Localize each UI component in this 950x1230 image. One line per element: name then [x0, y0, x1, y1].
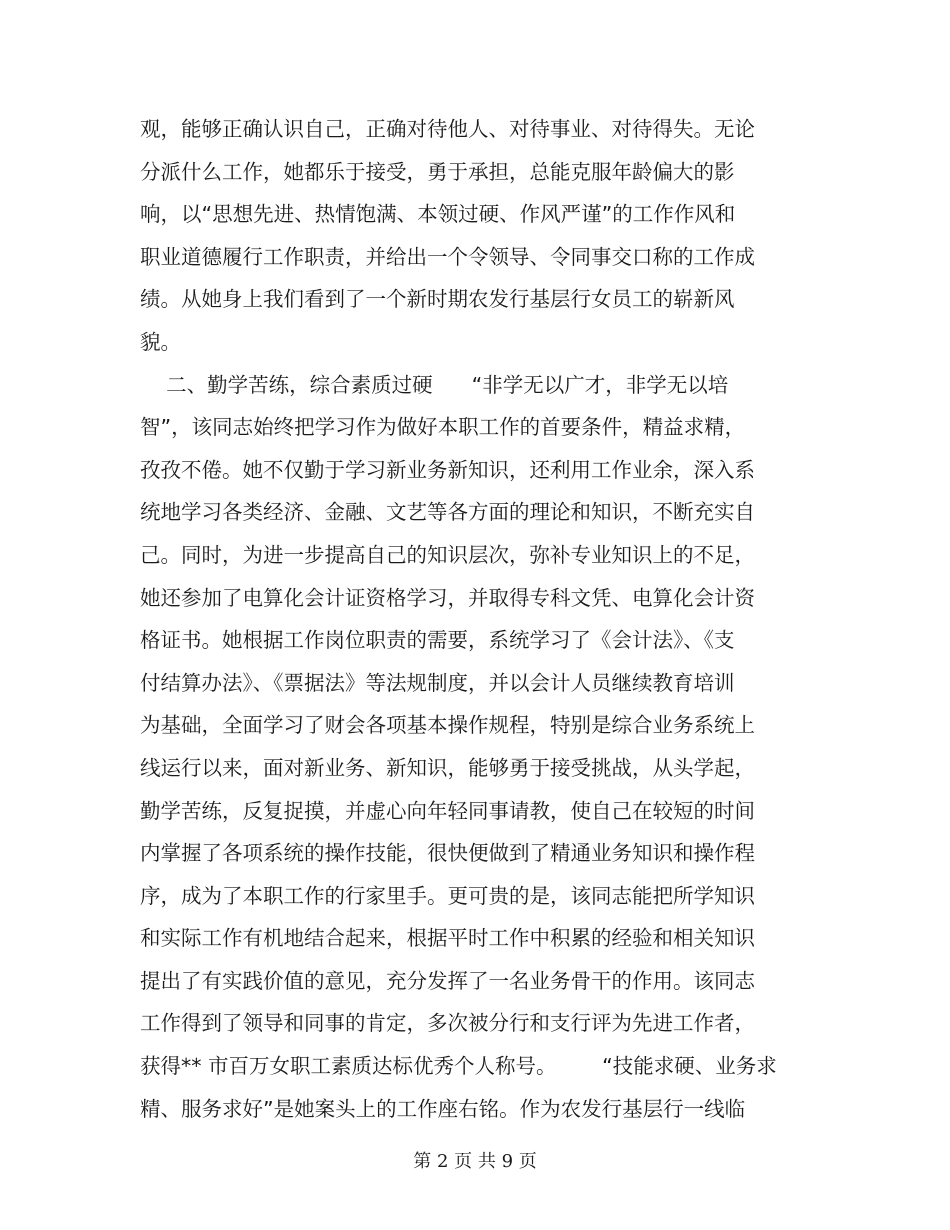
text-line: 分派什么工作，她都乐于接受，勇于承担，总能克服年龄偏大的影 [140, 159, 735, 184]
text-line: 工作得到了领导和同事的肯定，多次被分行和支行评为先进工作者， [140, 1011, 755, 1036]
text-line: 孜孜不倦。她不仅勤于学习新业务新知识，还利用工作业余，深入系 [140, 457, 755, 482]
page-footer [0, 1150, 950, 1174]
text-line: 职业道德履行工作职责，并给出一个令领导、令同事交口称的工作成 [140, 244, 755, 269]
text-line: 观，能够正确认识自己，正确对待他人、对待事业、对待得失。无论 [140, 117, 755, 141]
text-line: 序，成为了本职工作的行家里手。更可贵的是，该同志能把所学知识 [140, 883, 755, 908]
text-line: 统地学习各类经济、金融、文艺等各方面的理论和知识，不断充实自 [140, 500, 755, 525]
text-line: 和实际工作有机地结合起来，根据平时工作中积累的经验和相关知识 [140, 926, 755, 951]
text-line: 内掌握了各项系统的操作技能，很快便做到了精通业务知识和操作程 [140, 841, 755, 866]
text-line: 智”，该同志始终把学习作为做好本职工作的首要条件，精益求精， [140, 415, 746, 440]
text-line: 获得** 市百万女职工素质达标优秀个人称号。 “技能求硬、业务求 [140, 1054, 777, 1079]
text-line: 勤学苦练，反复捉摸，并虚心向年轻同事请教，使自己在较短的时间 [140, 798, 755, 823]
text-line: 绩。从她身上我们看到了一个新时期农发行基层行女员工的崭新风 [140, 287, 735, 312]
text-line: 线运行以来，面对新业务、新知识，能够勇于接受挑战，从头学起， [140, 755, 755, 780]
text-line: 格证书。她根据工作岗位职责的需要，系统学习了《会计法》、《支 [140, 628, 735, 653]
text-line: 貌。 [140, 329, 181, 354]
text-line: 为基础，全面学习了财会各项基本操作规程，特别是综合业务系统上 [140, 713, 755, 738]
text-line: 她还参加了电算化会计证资格学习，并取得专科文凭、电算化会计资 [140, 585, 755, 610]
text-line: 己。同时，为进一步提高自己的知识层次，弥补专业知识上的不足， [140, 542, 755, 567]
text-line: 提出了有实践价值的意见，充分发挥了一名业务骨干的作用。该同志 [140, 968, 755, 993]
body-text [140, 108, 840, 1130]
page-number-label: 第 2 页 共 9 页 [413, 1151, 537, 1172]
text-line: 响，以“思想先进、热情饱满、本领过硬、作风严谨”的工作作风和 [140, 202, 736, 227]
text-line: 精、服务求好”是她案头上的工作座右铭。作为农发行基层行一线临 [140, 1096, 746, 1121]
section-heading-line: 二、勤学苦练，综合素质过硬 “非学无以广才，非学无以培 [140, 372, 729, 397]
text-line: 付结算办法》、《票据法》等法规制度，并以会计人员继续教育培训 [140, 670, 735, 695]
